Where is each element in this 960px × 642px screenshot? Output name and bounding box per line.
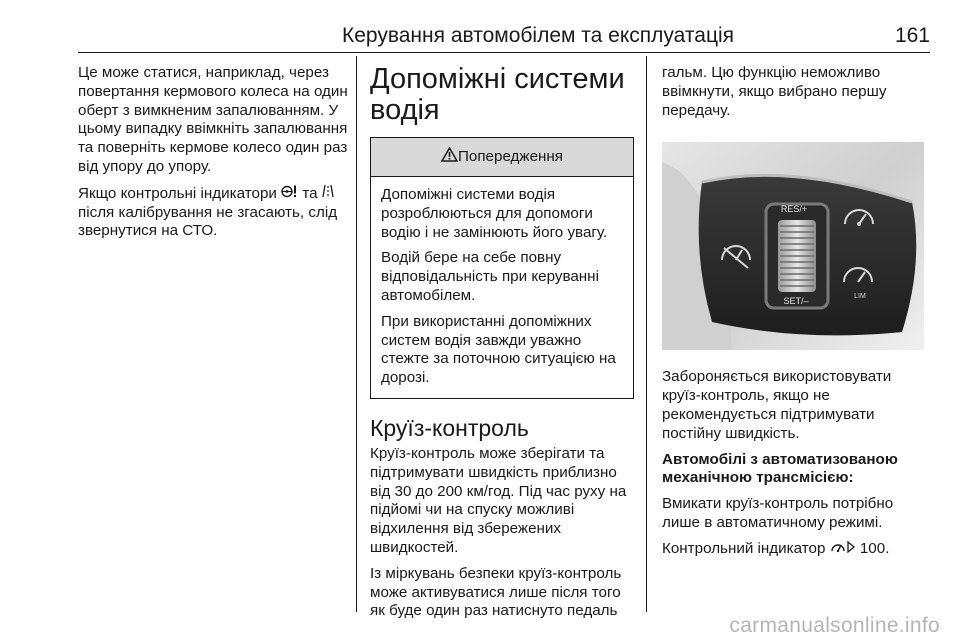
cruise-indicator-icon [830,540,846,559]
column-right [662,64,932,566]
section-heading: Допоміжні системи водія [370,63,625,126]
lane-icon [322,184,334,204]
text: після калібрування не згасають, слід звернутися на СТО. [78,203,338,240]
watermark: carmanualsonline.info [729,614,940,637]
text: Якщо контрольні індикатори [78,184,282,202]
text: та [298,184,322,202]
warning-header [371,138,633,177]
paragraph: Забороняється використовувати круїз-контроль, якщо не рекомендується підтримувати постійну швидкість. [662,368,892,442]
warning-box [370,137,634,399]
page-header [78,0,930,53]
column-divider [356,56,357,612]
column-left [78,64,348,248]
subsection-heading: Круїз-контроль [370,414,529,441]
cruise-control-switch-photo [662,142,924,350]
page-reference-arrow-icon [846,540,856,559]
lim-label: LIM [854,293,866,301]
warning-body [371,177,633,398]
steering-warning-icon [281,184,298,204]
column-middle [370,64,634,628]
set-label: SET/– [783,296,809,307]
paragraph: Вмикати круїз-контроль потрібно лише в автоматичному режимі. [662,495,894,531]
bold-subheading: Автомобілі з автоматизованою механічною трансмісією: [662,450,898,487]
page-number: 161 [894,24,930,47]
paragraph: гальм. Цю функцію неможливо ввімкнути, якщо вибрано першу передачу. [662,64,887,119]
paragraph [78,184,348,241]
paragraph: Водій бере на себе повну відповідальність при керуванні автомобілем. [381,249,599,304]
paragraph: Це може статися, наприклад, через повертання кермового колеса на один оберт з вимкненим запалюванням. У цьому випадку ввімкніть запалювання та поверніть кермове колесо один раз від упору до упору. [78,64,348,175]
warning-triangle-icon [441,147,458,168]
text: 100. [855,539,890,557]
warning-label: Попередження [457,147,564,165]
header-title: Керування автомобілем та експлуатація [341,24,735,47]
paragraph: Круїз-контроль може зберігати та підтримувати швидкість приблизно від 30 до 200 км/год. Під час руху на підйомі чи на спуску можливі відхилення від збережених швидкостей. [370,444,627,556]
paragraph: При використанні допоміжних систем водія завжди уважно стежте за поточною ситуацією на дорозі. [381,312,616,387]
paragraph: Допоміжні системи водія розроблюються для допомоги водію і не замінюють його увагу. [381,186,608,241]
paragraph [662,540,932,559]
paragraph: Із міркувань безпеки круїз-контроль може активуватися лише після того як буде один раз натиснуто педаль [370,564,622,620]
column-divider [646,56,647,612]
text: Контрольний індикатор [662,539,830,557]
res-label: RES/+ [780,204,808,215]
